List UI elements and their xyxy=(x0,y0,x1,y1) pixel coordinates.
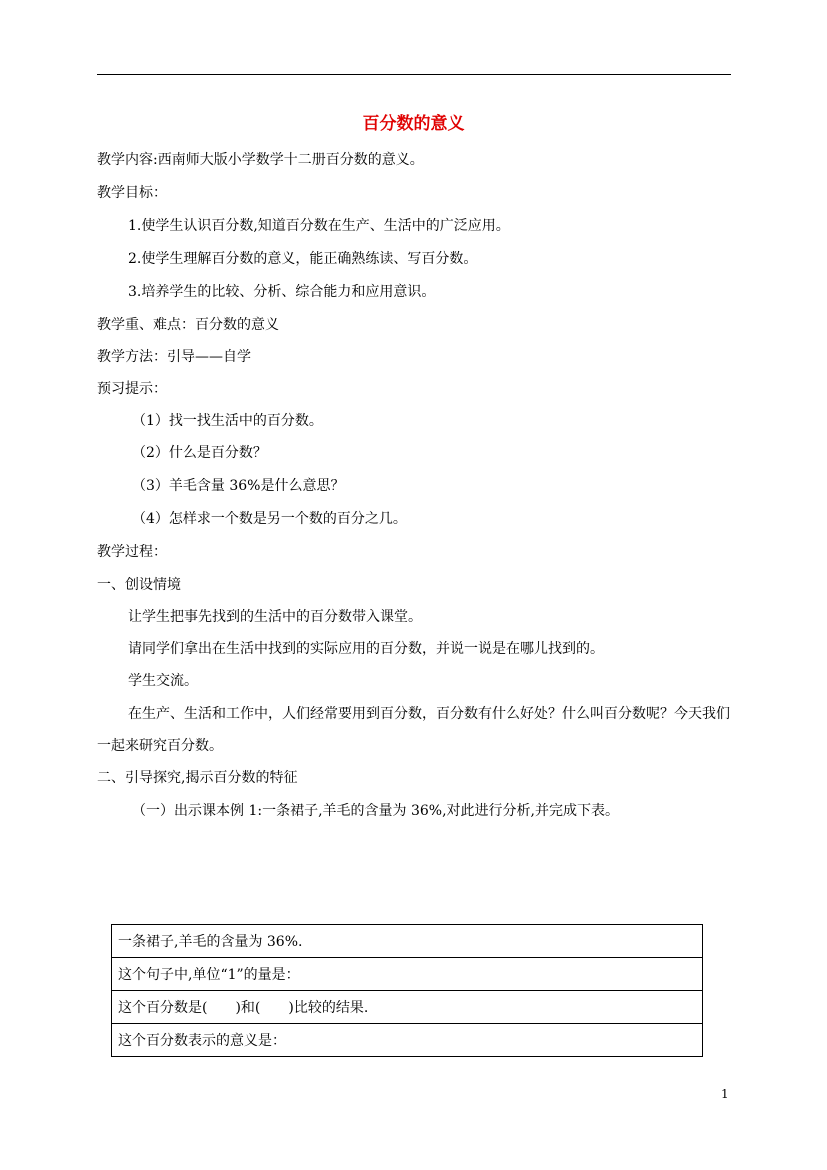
goal-item: 1.使学生认识百分数,知道百分数在生产、生活中的广泛应用。 xyxy=(128,218,510,234)
table-cell: 这个句子中,单位“1”的量是： xyxy=(112,958,703,991)
paragraph: 在生产、生活和工作中，人们经常要用到百分数，百分数有什么好处？什么叫百分数呢？今天我们一起来研究百分数。 xyxy=(97,706,730,754)
header-rule xyxy=(97,74,731,75)
preview-item: （4）怎样求一个数是另一个数的百分之几。 xyxy=(132,511,407,527)
section-heading: 二、引导探究,揭示百分数的特征 xyxy=(97,770,298,786)
content-line: 教学内容:西南师大版小学数学十二册百分数的意义。 xyxy=(97,152,424,168)
table-row xyxy=(112,1024,703,1057)
table-row xyxy=(112,925,703,958)
page-title: 百分数的意义 xyxy=(362,114,465,134)
section-heading: 一、创设情境 xyxy=(97,577,181,593)
table-cell: 一条裙子,羊毛的含量为 36%. xyxy=(112,925,703,958)
table-row xyxy=(112,991,703,1024)
table-cell: 这个百分数表示的意义是： xyxy=(112,1024,703,1057)
process-heading: 教学过程： xyxy=(97,544,167,560)
paragraph: 请同学们拿出在生活中找到的实际应用的百分数，并说一说是在哪儿找到的。 xyxy=(128,641,604,657)
preview-item: （1）找一找生活中的百分数。 xyxy=(132,413,323,429)
paragraph: （一）出示课本例 1:一条裙子,羊毛的含量为 36%,对此进行分析,并完成下表。 xyxy=(132,803,619,819)
paragraph: 学生交流。 xyxy=(128,673,198,689)
table-row xyxy=(112,958,703,991)
method-line: 教学方法：引导——自学 xyxy=(97,349,251,365)
analysis-table xyxy=(111,924,703,1057)
preview-item: （3）羊毛含量 36%是什么意思？ xyxy=(132,478,345,494)
paragraph: 让学生把事先找到的生活中的百分数带入课堂。 xyxy=(128,609,422,625)
preview-item: （2）什么是百分数？ xyxy=(132,445,267,461)
table-cell: 这个百分数是( )和( )比较的结果. xyxy=(112,991,703,1024)
goals-heading: 教学目标： xyxy=(97,185,167,201)
page-number: 1 xyxy=(721,1087,729,1101)
preview-heading: 预习提示： xyxy=(97,381,167,397)
goal-item: 2.使学生理解百分数的意义，能正确熟练读、写百分数。 xyxy=(128,251,478,267)
goal-item: 3.培养学生的比较、分析、综合能力和应用意识。 xyxy=(128,284,436,300)
key-points-line: 教学重、难点：百分数的意义 xyxy=(97,317,279,333)
